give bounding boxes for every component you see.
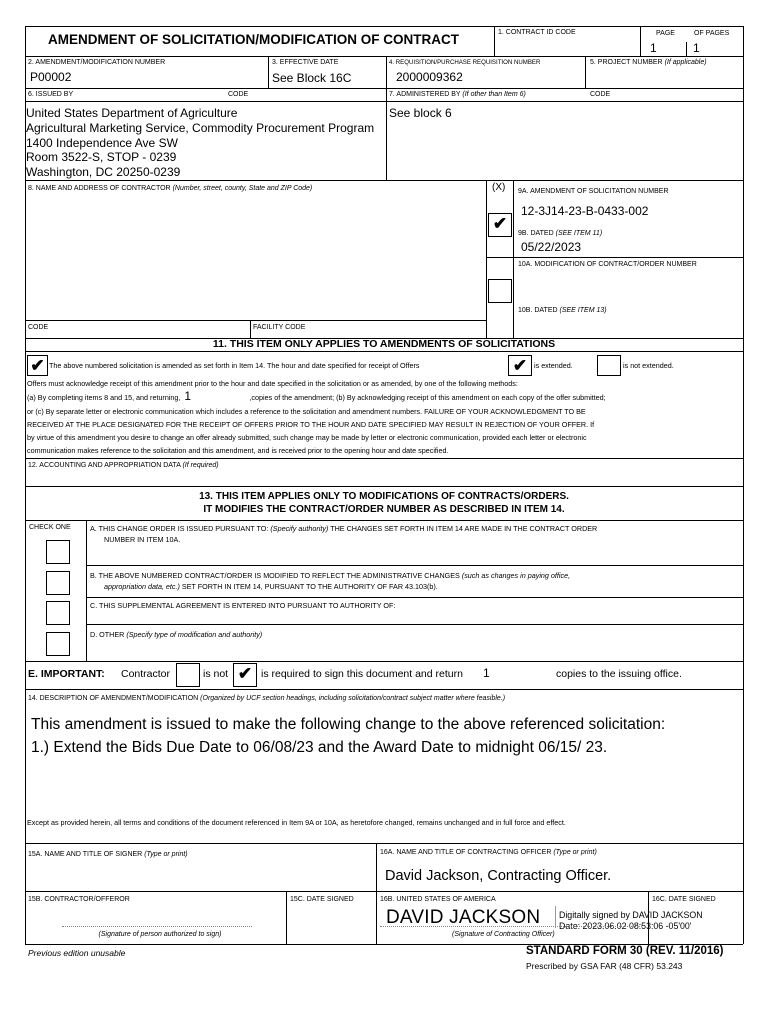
option-d-text: D. OTHER (Specify type of modification and authority) — [90, 630, 263, 639]
administrative-change-checkbox[interactable] — [46, 571, 70, 595]
contractor-label-e: Contractor — [121, 668, 171, 680]
description-label: 14. DESCRIPTION OF AMENDMENT/MODIFICATION (Organized by UCF section headings, including solicitation/contract subject matter where feasible.) — [28, 695, 506, 702]
section-11-heading: 11. THIS ITEM ONLY APPLIES TO AMENDMENTS OF SOLICITATIONS — [212, 338, 556, 350]
address-line: Agricultural Marketing Service, Commodity Procurement Program — [26, 120, 375, 135]
officer-signature-line — [380, 926, 642, 927]
option-a-text: A. THIS CHANGE ORDER IS ISSUED PURSUANT TO: (Specify authority) THE CHANGES SET FORTH IN ITEM 14 ARE MADE IN THE CONTRACT ORDER NUMBER IN ITEM 10A. — [90, 524, 598, 544]
modification-checkbox[interactable] — [488, 279, 512, 303]
issued-by-address[interactable] — [26, 106, 374, 180]
dated-9b-label: 9B. DATED (SEE ITEM 11) — [518, 230, 603, 237]
officer-name-label: 16A. NAME AND TITLE OF CONTRACTING OFFICER (Type or print) — [380, 849, 597, 856]
issued-code-label: CODE — [228, 91, 249, 98]
contractor-signature-caption: (Signature of person authorized to sign) — [98, 931, 222, 938]
page-number: 1 — [650, 41, 657, 55]
of-pages-number: 1 — [693, 41, 700, 55]
address-line: United States Department of Agriculture — [26, 106, 238, 120]
amendment-number-label: 2. AMENDMENT/MODIFICATION NUMBER — [28, 59, 166, 66]
modification-number-label: 10A. MODIFICATION OF CONTRACT/ORDER NUMBER — [518, 261, 697, 268]
officer-digital-signature[interactable]: DAVID JACKSON — [386, 907, 541, 928]
contractor-label: 8. NAME AND ADDRESS OF CONTRACTOR (Number, street, county, State and ZIP Code) — [28, 185, 313, 192]
accounting-data-label: 12. ACCOUNTING AND APPROPRIATION DATA (If required) — [28, 462, 219, 469]
supplemental-agreement-checkbox[interactable] — [46, 601, 70, 625]
dated-9b-value[interactable]: 05/22/2023 — [521, 240, 582, 254]
important-label: E. IMPORTANT: — [28, 668, 105, 680]
option-b-text: B. THE ABOVE NUMBERED CONTRACT/ORDER IS MODIFIED TO REFLECT THE ADMINISTRATIVE CHANGES (such as changes in paying office, appropriation data, etc.) SET FORTH IN ITEM 14, PURSUANT TO THE AUTHORITY OF FAR 43.103(b). — [90, 571, 571, 591]
effective-date-value[interactable]: See Block 16C — [272, 71, 352, 85]
address-line: Washington, DC 20250-0239 — [26, 165, 181, 180]
administered-by-value[interactable]: See block 6 — [389, 106, 452, 120]
section-11-line-1: The above numbered solicitation is amended as set forth in Item 14. The hour and date specified for receipt of Offers — [49, 361, 420, 370]
contractor-code-label: CODE — [28, 324, 49, 331]
not-extended-checkbox[interactable] — [597, 355, 621, 376]
is-not-checkbox[interactable] — [176, 663, 200, 687]
previous-edition-note: Previous edition unusable — [28, 948, 126, 958]
except-clause: Except as provided herein, all terms and conditions of the document referenced in Item 9A or 10A, as heretofore changed, remains unchanged and in full force and effect. — [27, 818, 566, 827]
issued-by-label: 6. ISSUED BY — [28, 91, 74, 98]
form-title: AMENDMENT OF SOLICITATION/MODIFICATION OF CONTRACT — [48, 32, 459, 47]
amended-checkbox[interactable]: ✔ — [27, 355, 48, 376]
address-line: Room 3522-S, STOP - 0239 — [26, 150, 177, 165]
contractor-date-label: 15C. DATE SIGNED — [290, 896, 354, 903]
dated-10b-label: 10B. DATED (SEE ITEM 13) — [518, 307, 607, 314]
page-label: PAGE — [656, 30, 675, 37]
description-line-2[interactable]: 1.) Extend the Bids Due Date to 06/08/23 and the Award Date to midnight 06/15/ 23. — [31, 739, 608, 756]
return-copies-count[interactable]: 1 — [483, 666, 490, 680]
contract-id-label: 1. CONTRACT ID CODE — [498, 29, 576, 36]
extended-checkbox[interactable]: ✔ — [508, 355, 532, 376]
x-column-label: (X) — [492, 182, 506, 193]
other-modification-checkbox[interactable] — [46, 632, 70, 656]
change-order-checkbox[interactable] — [46, 540, 70, 564]
is-not-label: is not — [203, 668, 229, 680]
of-pages-label: OF PAGES — [694, 30, 730, 37]
amendment-number-value[interactable]: P00002 — [30, 70, 72, 84]
admin-code-label: CODE — [590, 91, 611, 98]
solicitation-number-value[interactable]: 12-3J14-23-B-0433-002 — [521, 204, 649, 218]
facility-code-label: FACILITY CODE — [253, 324, 306, 331]
contractor-signature-line — [62, 926, 252, 927]
officer-signature-caption: (Signature of Contracting Officer) — [452, 931, 555, 938]
digital-signature-details: Digitally signed by DAVID JACKSON Date: 2023.06.02 08:53:06 -05'00' — [559, 910, 703, 931]
prescribed-by: Prescribed by GSA FAR (48 CFR) 53.243 — [526, 961, 683, 971]
standard-form-number: STANDARD FORM 30 (REV. 11/2016) — [526, 945, 724, 957]
signer-name-label: 15A. NAME AND TITLE OF SIGNER (Type or print) — [28, 851, 188, 858]
section-13-heading: 13. THIS ITEM APPLIES ONLY TO MODIFICATIONS OF CONTRACTS/ORDERS. IT MODIFIES THE CONTRACT/ORDER NUMBER AS DESCRIBED IN ITEM 14. — [199, 491, 569, 515]
is-required-checkbox[interactable]: ✔ — [233, 663, 257, 687]
description-line-1[interactable]: This amendment is issued to make the following change to the above referenced solicitation: — [31, 716, 666, 733]
required-text: is required to sign this document and return — [261, 668, 463, 680]
extended-label: is extended. — [534, 361, 573, 370]
officer-date-label: 16C. DATE SIGNED — [652, 896, 716, 903]
officer-name-value[interactable]: David Jackson, Contracting Officer. — [385, 868, 612, 884]
check-one-label: CHECK ONE — [29, 524, 71, 531]
section-11-instructions: Offers must acknowledge receipt of this amendment prior to the hour and date specified in the solicitation or as amended, by one of the following methods: (a) By completing items 8 and 15, and returning, 1 ,copies of the amendment; (b) By acknowledging receipt of this amendment on each copy of the offer submitted; or (c) By separate letter or electronic communication which includes a reference to the solicitation and amendment numbers. FAILURE OF YOUR ACKNOWLEDGMENT TO BE RECEIVED AT THE PLACE DESIGNATED FOR THE RECEIPT OF OFFERS PRIOR TO THE HOUR AND DATE SPECIFIED MAY RESULT IN REJECTION OF YOUR OFFER. If by virtue of this amendment you desire to change an offer already submitted, such change may be made by letter or electronic communication, provided each letter or electronic communication makes reference to the solicitation and this amendment, and is received prior to the opening hour and date specified. — [27, 379, 606, 456]
solicitation-checkbox[interactable]: ✔ — [488, 213, 512, 237]
effective-date-label: 3. EFFECTIVE DATE — [272, 59, 339, 66]
requisition-number-value[interactable]: 2000009362 — [396, 70, 463, 84]
not-extended-label: is not extended. — [623, 361, 674, 370]
signature-divider — [555, 906, 556, 928]
requisition-number-label: 4. REQUISITION/PURCHASE REQUISITION NUMBER — [389, 59, 541, 66]
option-c-text: C. THIS SUPPLEMENTAL AGREEMENT IS ENTERED INTO PURSUANT TO AUTHORITY OF: — [90, 601, 396, 610]
administered-by-label: 7. ADMINISTERED BY (If other than Item 6) — [389, 91, 526, 98]
project-number-label: 5. PROJECT NUMBER (If applicable) — [590, 59, 707, 66]
to-office-text: copies to the issuing office. — [556, 668, 682, 680]
copies-count[interactable]: 1 — [184, 389, 192, 404]
address-line: 1400 Independence Ave SW — [26, 135, 178, 150]
contractor-offeror-label: 15B. CONTRACTOR/OFFEROR — [28, 896, 130, 903]
solicitation-number-label: 9A. AMENDMENT OF SOLICITATION NUMBER — [518, 188, 669, 195]
united-states-label: 16B. UNITED STATES OF AMERICA — [380, 896, 496, 903]
